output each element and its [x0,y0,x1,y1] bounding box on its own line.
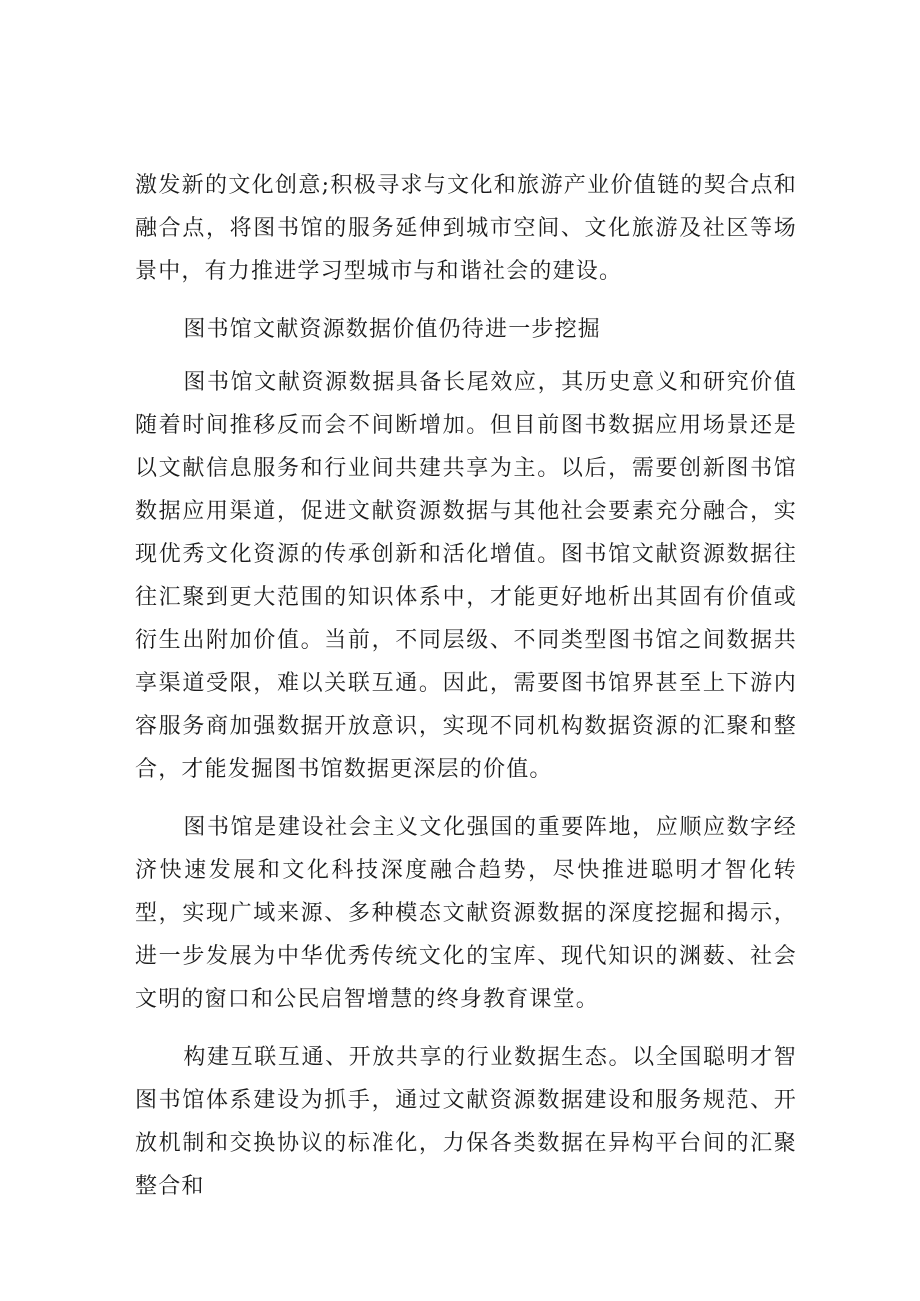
paragraph-library-role: 图书馆是建设社会主义文化强国的重要阵地，应顺应数字经济快速发展和文化科技深度融合趋势，尽快推进聪明才智化转型，实现广域来源、多种模态文献资源数据的深度挖掘和揭示，进一步发展为中华优秀传统文化的宝库、现代知识的渊薮、社会文明的窗口和公民启智增慧的终身教育课堂。 [135,815,797,1012]
paragraph-continuation: 激发新的文化创意;积极寻求与文化和旅游产业价值链的契合点和融合点，将图书馆的服务延伸到城市空间、文化旅游及社区等场景中，有力推进学习型城市与和谐社会的建设。 [135,173,797,284]
document-body [135,164,797,1208]
paragraph-data-value: 图书馆文献资源数据具备长尾效应，其历史意义和研究价值随着时间推移反而会不间断增加。但目前图书数据应用场景还是以文献信息服务和行业间共建共享为主。以后，需要创新图书馆数据应用渠道，促进文献资源数据与其他社会要素充分融合，实现优秀文化资源的传承创新和活化增值。图书馆文献资源数据往往汇聚到更大范围的知识体系中，才能更好地析出其固有价值或衍生出附加价值。当前，不同层级、不同类型图书馆之间数据共享渠道受限，难以关联互通。因此，需要图书馆界甚至上下游内容服务商加强数据开放意识，实现不同机构数据资源的汇聚和整合，才能发掘图书馆数据更深层的价值。 [135,370,797,782]
section-heading: 图书馆文献资源数据价值仍待进一步挖掘 [183,317,601,342]
paragraph-data-ecosystem: 构建互联互通、开放共享的行业数据生态。以全国聪明才智图书馆体系建设为抓手，通过文献资源数据建设和服务规范、开放机制和交换协议的标准化，力保各类数据在异构平台间的汇聚整合和 [135,1045,797,1199]
